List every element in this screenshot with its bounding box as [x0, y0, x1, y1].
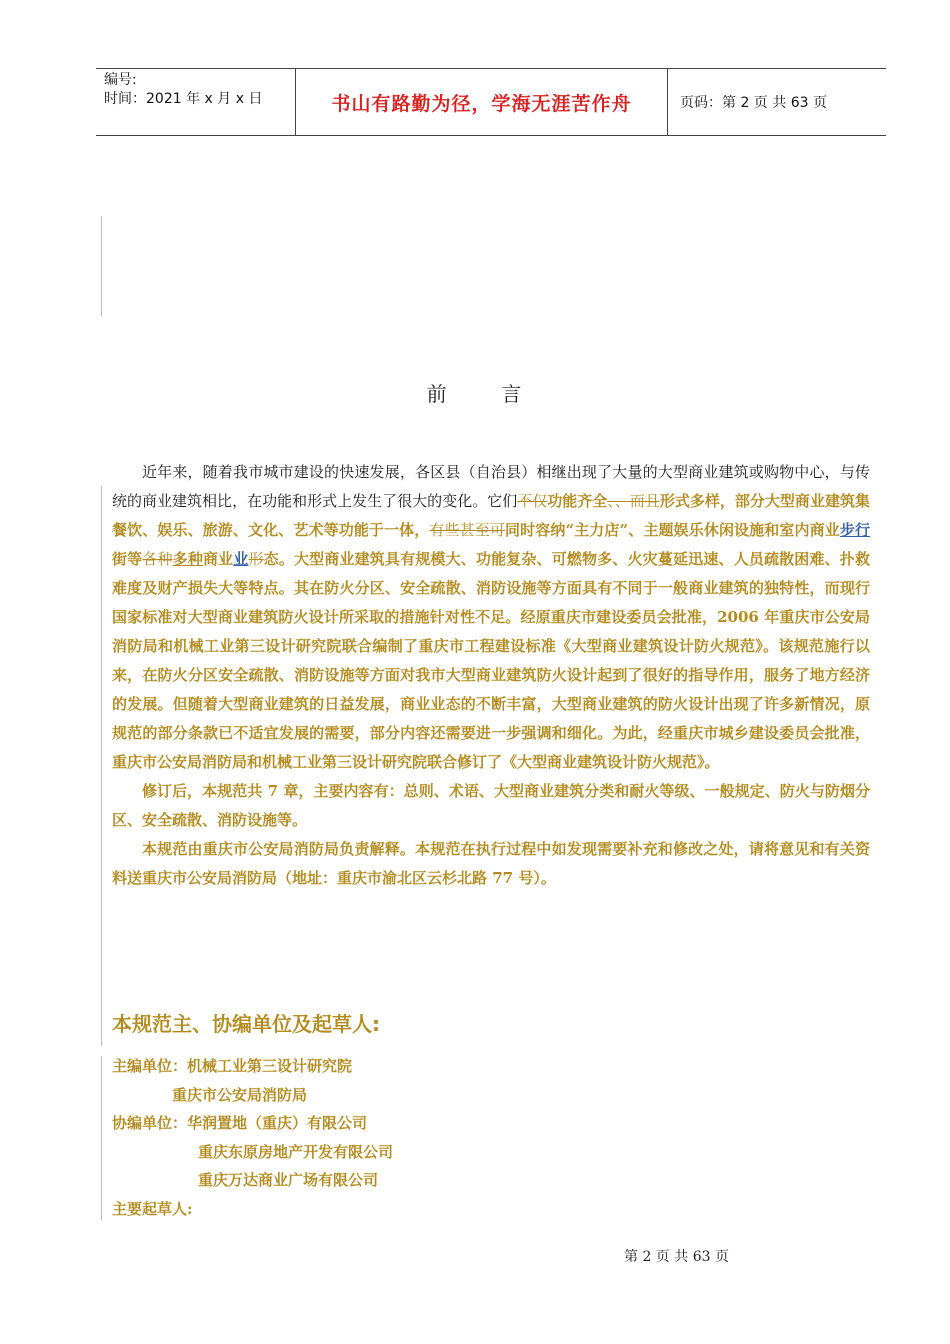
deleted-text: 形 — [248, 550, 264, 568]
inserted-text: 形式多样，部分大型商业建筑集餐饮、娱乐、旅游、文化、艺术等功能于一体， — [112, 492, 870, 539]
underlined-text: 业 — [233, 550, 249, 568]
title-char-2: 言 — [501, 382, 524, 406]
co-editor-label: 协编单位： — [112, 1114, 188, 1132]
inserted-text: 商业 — [202, 550, 234, 568]
preface-paragraph-2: 修订后，本规范共 7 章，主要内容有：总则、术语、大型商业建筑分类和耐火等级、一般规定、防火与防烟分区、安全疏散、消防设施等。 — [112, 782, 870, 829]
deleted-text: 有些甚至可 — [429, 521, 505, 539]
co-editor-row — [112, 1138, 393, 1167]
co-editor-row — [112, 1109, 393, 1138]
chief-editor-row — [112, 1052, 393, 1081]
page-header — [96, 68, 886, 136]
co-editor-3: 重庆万达商业广场有限公司 — [198, 1171, 379, 1189]
deleted-text: 不仅 — [517, 492, 548, 510]
drafters-row — [112, 1195, 393, 1224]
section-heading: 本规范主、协编单位及起草人: — [112, 1012, 380, 1036]
preface-body — [112, 458, 870, 893]
title-char-1: 前 — [426, 382, 449, 406]
chief-editor-row — [112, 1081, 393, 1110]
co-editor-2: 重庆东原房地产开发有限公司 — [198, 1142, 394, 1161]
inserted-text: 态。大型商业建筑具有规模大、功能复杂、可燃物多、火灾蔓延迅速、人员疏散困难、扑救难度及财产损失大等特点。其在防火分区、安全疏散、消防设施等方面具有不同于一般商业建筑的独特性，而现行国家标准对大型商业建筑防火设计所采取的措施针对性不足。经原重庆市建设委员会批准，2006 年重庆市公安局消防局和机械工业第三设计研究院联合编制了重庆市工程建设标准《大型商业建筑设计防火规范》。该规范施行以来，在防火分区安全疏散、消防设施等方面对我市大型商业建筑防火设计起到了很好的指导作用，服务了地方经济的发展。但随着大型商业建筑的日益发展，商业业态的不断丰富，大型商业建筑的防火设计出现了许多新情况，原规范的部分条款已不适宜发展的需要，部分内容还需要进一步强调和细化。为此，经重庆市城乡建设委员会批准，重庆市公安局消防局和机械工业第三设计研究院联合修订了《大型商业建筑设计防火规范》。 — [112, 550, 870, 771]
doc-number-label: 编号: — [104, 72, 137, 88]
chief-editor-1: 机械工业第三设计研究院 — [187, 1057, 353, 1075]
text-run: 近年来，随着我市城市建设的快速发展，各区县（自治县）相继出现了大量的大型商业建筑或购物中心，与传统的商业建筑相比，在功能和形式上发生了很大的变化。它们 — [112, 463, 870, 510]
preface-paragraph-1 — [112, 458, 870, 777]
co-editor-row — [112, 1166, 393, 1195]
inserted-text: 街等 — [112, 550, 143, 568]
revision-bar — [101, 486, 102, 1046]
page-title — [0, 378, 950, 407]
underlined-text: 步行 — [839, 521, 870, 539]
inserted-text: 功能齐全 — [547, 492, 608, 510]
header-meta — [96, 69, 296, 135]
header-page-info: 页码：第 2 页 共 63 页 — [680, 95, 827, 111]
deleted-text: 各种 — [142, 550, 173, 568]
doc-time: 时间：2021 年 x 月 x 日 — [104, 91, 263, 107]
page-footer: 第 2 页 共 63 页 — [624, 1249, 729, 1265]
co-editor-1: 华润置地（重庆）有限公司 — [187, 1114, 368, 1132]
chief-editor-label: 主编单位： — [112, 1057, 188, 1075]
underlined-text: 多种 — [172, 550, 203, 568]
units-list — [112, 1052, 393, 1223]
deleted-text: 、、而且 — [607, 492, 660, 510]
inserted-text: 同时容纳“主力店”、主题娱乐休闲设施和室内商业 — [504, 521, 840, 539]
preface-paragraph-3: 本规范由重庆市公安局消防局负责解释。本规范在执行过程中如发现需要补充和修改之处，请将意见和有关资料送重庆市公安局消防局（地址：重庆市渝北区云杉北路 77 号）。 — [112, 840, 870, 887]
header-motto: 书山有路勤为径，学海无涯苦作舟 — [296, 69, 668, 135]
chief-editor-2: 重庆市公安局消防局 — [172, 1085, 308, 1104]
drafters-label: 主要起草人: — [112, 1199, 193, 1218]
revision-bar — [101, 216, 102, 316]
revision-bar — [101, 1056, 102, 1220]
